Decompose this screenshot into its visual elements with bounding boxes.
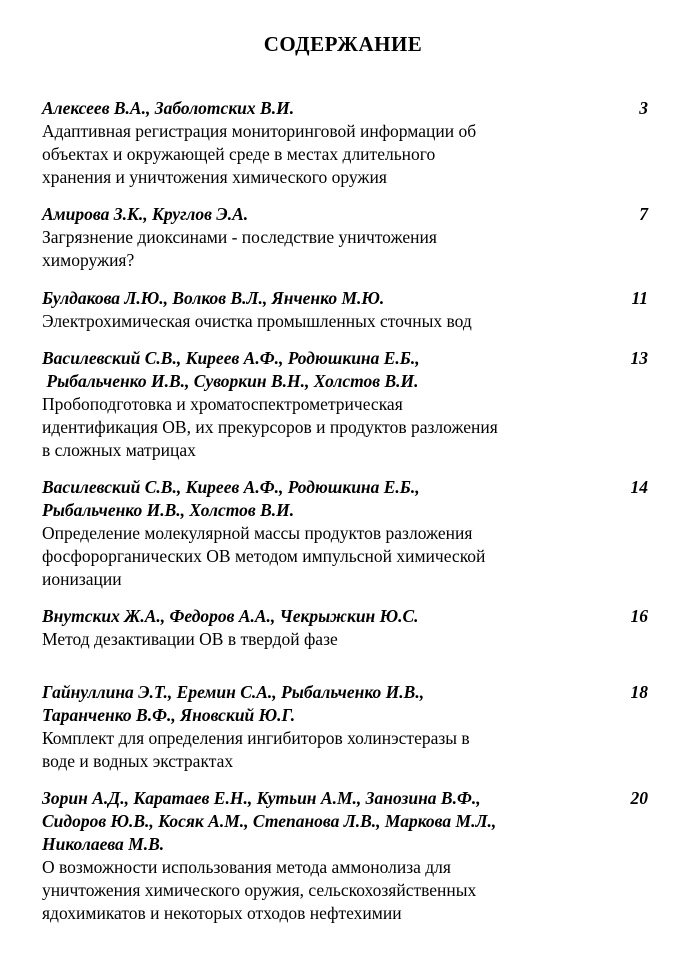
page-title: СОДЕРЖАНИЕ bbox=[263, 32, 423, 56]
author-line: Таранченко В.Ф., Яновский Ю.Г. bbox=[42, 705, 296, 725]
entry-title bbox=[42, 393, 648, 462]
entry-authors bbox=[42, 287, 600, 310]
author-line: Гайнуллина Э.Т., Еремин С.А., Рыбальченко И.В., bbox=[42, 682, 425, 702]
title-line: фосфорорганических ОВ методом импульсной химической bbox=[42, 546, 486, 566]
entry-authors bbox=[42, 203, 600, 226]
page-number: 13 bbox=[630, 348, 648, 368]
entry-authors bbox=[42, 347, 600, 393]
toc-entry bbox=[42, 347, 648, 462]
toc-entry bbox=[42, 97, 648, 189]
title-line: в сложных матрицах bbox=[42, 440, 196, 460]
author-line: Николаева М.В. bbox=[42, 834, 165, 854]
entry-authors bbox=[42, 681, 600, 727]
title-line: хранения и уничтожения химического оружия bbox=[42, 167, 387, 187]
title-line: ионизации bbox=[42, 569, 122, 589]
toc-entry bbox=[42, 287, 648, 333]
entry-title bbox=[42, 856, 648, 925]
toc-entry bbox=[42, 681, 648, 773]
entry-authors bbox=[42, 97, 600, 120]
author-line: Сидоров Ю.В., Косяк А.М., Степанова Л.В., Маркова М.Л., bbox=[42, 811, 497, 831]
toc-entry bbox=[42, 203, 648, 272]
page-number: 14 bbox=[630, 477, 648, 497]
entry-title bbox=[42, 727, 648, 773]
title-line: О возможности использования метода аммонолиза для bbox=[42, 857, 451, 877]
author-line: Зорин А.Д., Каратаев Е.Н., Кутьин А.М., Занозина В.Ф., bbox=[42, 788, 481, 808]
toc-entry bbox=[42, 787, 648, 925]
title-line: Адаптивная регистрация мониторинговой информации об bbox=[42, 121, 477, 141]
title-line: Электрохимическая очистка промышленных сточных вод bbox=[42, 311, 472, 331]
title-line: воде и водных экстрактах bbox=[42, 751, 234, 771]
entry-title bbox=[42, 310, 648, 333]
author-line: Внутских Ж.А., Федоров А.А., Чекрыжкин Ю.С. bbox=[42, 606, 419, 626]
title-line: объектах и окружающей среде в местах длительного bbox=[42, 144, 436, 164]
title-line: Загрязнение диоксинами - последствие уничтожения bbox=[42, 227, 437, 247]
author-line: Булдакова Л.Ю., Волков В.Л., Янченко М.Ю. bbox=[42, 288, 385, 308]
page-number: 11 bbox=[631, 288, 648, 308]
title-line: уничтожения химического оружия, сельскохозяйственных bbox=[42, 880, 477, 900]
entry-title bbox=[42, 120, 648, 189]
toc-entry bbox=[42, 476, 648, 591]
entry-title bbox=[42, 628, 648, 651]
author-line: Алексеев В.А., Заболотских В.И. bbox=[42, 98, 295, 118]
author-line: Рыбальченко И.В., Суворкин В.Н., Холстов В.И. bbox=[42, 371, 419, 391]
title-line: Метод дезактивации ОВ в твердой фазе bbox=[42, 629, 338, 649]
title-line: Пробоподготовка и хроматоспектрометрическая bbox=[42, 394, 403, 414]
page-number: 7 bbox=[639, 204, 648, 224]
author-line: Амирова З.К., Круглов Э.А. bbox=[42, 204, 249, 224]
title-line: ядохимикатов и некоторых отходов нефтехимии bbox=[42, 903, 402, 923]
title-line: химоружия? bbox=[42, 250, 135, 270]
page-number: 18 bbox=[630, 682, 648, 702]
title-line: Комплект для определения ингибиторов холинэстеразы в bbox=[42, 728, 470, 748]
entry-authors bbox=[42, 787, 600, 856]
page-number: 16 bbox=[630, 606, 648, 626]
page-number: 20 bbox=[630, 788, 648, 808]
author-line: Василевский С.В., Киреев А.Ф., Родюшкина Е.Б., bbox=[42, 348, 420, 368]
title-line: Определение молекулярной массы продуктов разложения bbox=[42, 523, 473, 543]
page-number: 3 bbox=[639, 98, 648, 118]
entry-title bbox=[42, 226, 648, 272]
toc-entry bbox=[42, 605, 648, 651]
title-line: идентификация ОВ, их прекурсоров и продуктов разложения bbox=[42, 417, 498, 437]
author-line: Рыбальченко И.В., Холстов В.И. bbox=[42, 500, 295, 520]
entry-title bbox=[42, 522, 648, 591]
entry-authors bbox=[42, 605, 600, 628]
entry-authors bbox=[42, 476, 600, 522]
author-line: Василевский С.В., Киреев А.Ф., Родюшкина Е.Б., bbox=[42, 477, 420, 497]
